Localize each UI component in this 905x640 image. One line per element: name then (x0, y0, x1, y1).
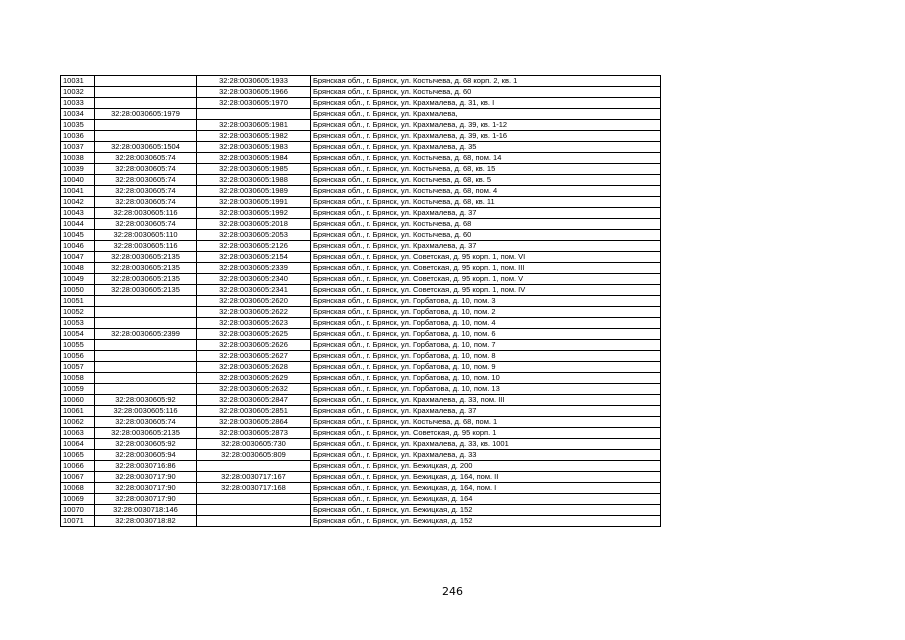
address-cell: Брянская обл., г. Брянск, ул. Костычева, д. 60 (311, 87, 661, 98)
address-cell: Брянская обл., г. Брянск, ул. Костычева, д. 68, пом. 14 (311, 153, 661, 164)
table-row (61, 285, 661, 296)
table-row (61, 109, 661, 120)
cadastral-number-cell: 32:28:0030605:1933 (197, 76, 311, 87)
cadastral-number-cell: 32:28:0030605:2625 (197, 329, 311, 340)
parent-cadastral-cell: 32:28:0030605:74 (95, 219, 197, 230)
row-number-cell: 10065 (61, 450, 95, 461)
address-cell: Брянская обл., г. Брянск, ул. Костычева, д. 68, пом. 4 (311, 186, 661, 197)
table-row (61, 461, 661, 472)
table-row (61, 197, 661, 208)
row-number-cell: 10047 (61, 252, 95, 263)
parent-cadastral-cell: 32:28:0030605:74 (95, 417, 197, 428)
table-row (61, 186, 661, 197)
row-number-cell: 10052 (61, 307, 95, 318)
cadastral-number-cell: 32:28:0030605:2622 (197, 307, 311, 318)
cadastral-number-cell: 32:28:0030605:2864 (197, 417, 311, 428)
row-number-cell: 10070 (61, 505, 95, 516)
parent-cadastral-cell (95, 384, 197, 395)
cadastral-number-cell: 32:28:0030605:1985 (197, 164, 311, 175)
page-number: 246 (442, 585, 463, 598)
table-row (61, 516, 661, 527)
cadastral-number-cell: 32:28:0030605:1982 (197, 131, 311, 142)
parent-cadastral-cell (95, 296, 197, 307)
address-cell: Брянская обл., г. Брянск, ул. Бежицкая, д. 152 (311, 505, 661, 516)
table-row (61, 362, 661, 373)
row-number-cell: 10054 (61, 329, 95, 340)
parent-cadastral-cell: 32:28:0030605:116 (95, 208, 197, 219)
address-cell: Брянская обл., г. Брянск, ул. Бежицкая, д. 164, пом. II (311, 472, 661, 483)
address-cell: Брянская обл., г. Брянск, ул. Бежицкая, д. 164 (311, 494, 661, 505)
address-cell: Брянская обл., г. Брянск, ул. Горбатова, д. 10, пом. 6 (311, 329, 661, 340)
cadastral-number-cell (197, 109, 311, 120)
address-cell: Брянская обл., г. Брянск, ул. Крахмалева, д. 37 (311, 241, 661, 252)
address-cell: Брянская обл., г. Брянск, ул. Бежицкая, д. 200 (311, 461, 661, 472)
parent-cadastral-cell: 32:28:0030716:86 (95, 461, 197, 472)
parent-cadastral-cell: 32:28:0030605:74 (95, 164, 197, 175)
cadastral-number-cell: 32:28:0030605:2851 (197, 406, 311, 417)
row-number-cell: 10068 (61, 483, 95, 494)
address-cell: Брянская обл., г. Брянск, ул. Крахмалева, д. 37 (311, 406, 661, 417)
row-number-cell: 10039 (61, 164, 95, 175)
parent-cadastral-cell: 32:28:0030717:90 (95, 494, 197, 505)
row-number-cell: 10051 (61, 296, 95, 307)
row-number-cell: 10032 (61, 87, 95, 98)
row-number-cell: 10056 (61, 351, 95, 362)
cadastral-number-cell: 32:28:0030605:2341 (197, 285, 311, 296)
address-cell: Брянская обл., г. Брянск, ул. Бежицкая, д. 152 (311, 516, 661, 527)
parent-cadastral-cell: 32:28:0030605:74 (95, 186, 197, 197)
cadastral-number-cell: 32:28:0030605:2053 (197, 230, 311, 241)
table-row (61, 472, 661, 483)
cadastral-number-cell: 32:28:0030605:2339 (197, 263, 311, 274)
cadastral-number-cell: 32:28:0030605:1970 (197, 98, 311, 109)
row-number-cell: 10040 (61, 175, 95, 186)
parent-cadastral-cell: 32:28:0030605:74 (95, 153, 197, 164)
row-number-cell: 10044 (61, 219, 95, 230)
cadastral-number-cell: 32:28:0030605:2628 (197, 362, 311, 373)
address-cell: Брянская обл., г. Брянск, ул. Горбатова, д. 10, пом. 8 (311, 351, 661, 362)
cadastral-number-cell: 32:28:0030605:2873 (197, 428, 311, 439)
address-cell: Брянская обл., г. Брянск, ул. Советская, д. 95 корп. 1, пом. VI (311, 252, 661, 263)
row-number-cell: 10066 (61, 461, 95, 472)
table-row (61, 296, 661, 307)
row-number-cell: 10058 (61, 373, 95, 384)
table-row (61, 329, 661, 340)
cadastral-number-cell: 32:28:0030717:168 (197, 483, 311, 494)
address-cell: Брянская обл., г. Брянск, ул. Советская, д. 95 корп. 1 (311, 428, 661, 439)
parent-cadastral-cell (95, 76, 197, 87)
row-number-cell: 10069 (61, 494, 95, 505)
address-cell: Брянская обл., г. Брянск, ул. Крахмалева, д. 33 (311, 450, 661, 461)
address-cell: Брянская обл., г. Брянск, ул. Костычева, д. 68 корп. 2, кв. 1 (311, 76, 661, 87)
table-row (61, 274, 661, 285)
parent-cadastral-cell (95, 362, 197, 373)
table-row (61, 98, 661, 109)
table-row (61, 87, 661, 98)
cadastral-number-cell (197, 494, 311, 505)
row-number-cell: 10034 (61, 109, 95, 120)
table-row (61, 164, 661, 175)
row-number-cell: 10046 (61, 241, 95, 252)
parent-cadastral-cell: 32:28:0030718:146 (95, 505, 197, 516)
table-row (61, 263, 661, 274)
table-row (61, 494, 661, 505)
parent-cadastral-cell (95, 131, 197, 142)
cadastral-number-cell: 32:28:0030717:167 (197, 472, 311, 483)
row-number-cell: 10043 (61, 208, 95, 219)
address-cell: Брянская обл., г. Брянск, ул. Крахмалева, д. 37 (311, 208, 661, 219)
parent-cadastral-cell (95, 373, 197, 384)
address-cell: Брянская обл., г. Брянск, ул. Горбатова, д. 10, пом. 10 (311, 373, 661, 384)
table-row (61, 131, 661, 142)
address-cell: Брянская обл., г. Брянск, ул. Крахмалева, д. 33, кв. 1001 (311, 439, 661, 450)
parent-cadastral-cell: 32:28:0030605:2135 (95, 285, 197, 296)
table-row (61, 373, 661, 384)
parent-cadastral-cell: 32:28:0030605:2399 (95, 329, 197, 340)
cadastral-number-cell: 32:28:0030605:1981 (197, 120, 311, 131)
cadastral-number-cell: 32:28:0030605:1983 (197, 142, 311, 153)
parent-cadastral-cell: 32:28:0030717:90 (95, 483, 197, 494)
parent-cadastral-cell (95, 307, 197, 318)
address-cell: Брянская обл., г. Брянск, ул. Горбатова, д. 10, пом. 3 (311, 296, 661, 307)
row-number-cell: 10048 (61, 263, 95, 274)
table-row (61, 428, 661, 439)
table-row (61, 450, 661, 461)
table-row (61, 384, 661, 395)
address-cell: Брянская обл., г. Брянск, ул. Костычева, д. 68, кв. 5 (311, 175, 661, 186)
address-cell: Брянская обл., г. Брянск, ул. Крахмалева, (311, 109, 661, 120)
parent-cadastral-cell: 32:28:0030605:74 (95, 175, 197, 186)
cadastral-number-cell: 32:28:0030605:730 (197, 439, 311, 450)
row-number-cell: 10031 (61, 76, 95, 87)
table-row (61, 208, 661, 219)
table-row (61, 120, 661, 131)
parent-cadastral-cell: 32:28:0030605:2135 (95, 274, 197, 285)
table-row (61, 406, 661, 417)
row-number-cell: 10037 (61, 142, 95, 153)
row-number-cell: 10062 (61, 417, 95, 428)
registry-table-body (61, 76, 661, 527)
address-cell: Брянская обл., г. Брянск, ул. Костычева, д. 68, пом. 1 (311, 417, 661, 428)
address-cell: Брянская обл., г. Брянск, ул. Крахмалева, д. 33, пом. III (311, 395, 661, 406)
cadastral-number-cell: 32:28:0030605:2847 (197, 395, 311, 406)
table-row (61, 307, 661, 318)
parent-cadastral-cell (95, 318, 197, 329)
row-number-cell: 10053 (61, 318, 95, 329)
row-number-cell: 10057 (61, 362, 95, 373)
address-cell: Брянская обл., г. Брянск, ул. Костычева, д. 68, кв. 15 (311, 164, 661, 175)
table-row (61, 252, 661, 263)
cadastral-number-cell: 32:28:0030605:1989 (197, 186, 311, 197)
cadastral-number-cell: 32:28:0030605:1988 (197, 175, 311, 186)
row-number-cell: 10060 (61, 395, 95, 406)
cadastral-number-cell: 32:28:0030605:2620 (197, 296, 311, 307)
row-number-cell: 10042 (61, 197, 95, 208)
table-row (61, 230, 661, 241)
cadastral-number-cell: 32:28:0030605:1966 (197, 87, 311, 98)
table-row (61, 142, 661, 153)
address-cell: Брянская обл., г. Брянск, ул. Горбатова, д. 10, пом. 4 (311, 318, 661, 329)
cadastral-number-cell: 32:28:0030605:2632 (197, 384, 311, 395)
address-cell: Брянская обл., г. Брянск, ул. Советская, д. 95 корп. 1, пом. V (311, 274, 661, 285)
cadastral-number-cell: 32:28:0030605:2623 (197, 318, 311, 329)
row-number-cell: 10045 (61, 230, 95, 241)
cadastral-number-cell: 32:28:0030605:2154 (197, 252, 311, 263)
row-number-cell: 10038 (61, 153, 95, 164)
row-number-cell: 10064 (61, 439, 95, 450)
address-cell: Брянская обл., г. Брянск, ул. Крахмалева, д. 39, кв. 1-12 (311, 120, 661, 131)
table-row (61, 241, 661, 252)
row-number-cell: 10059 (61, 384, 95, 395)
address-cell: Брянская обл., г. Брянск, ул. Крахмалева, д. 35 (311, 142, 661, 153)
address-cell: Брянская обл., г. Брянск, ул. Костычева, д. 68 (311, 219, 661, 230)
cadastral-number-cell: 32:28:0030605:2126 (197, 241, 311, 252)
row-number-cell: 10036 (61, 131, 95, 142)
row-number-cell: 10067 (61, 472, 95, 483)
table-row (61, 318, 661, 329)
parent-cadastral-cell (95, 120, 197, 131)
address-cell: Брянская обл., г. Брянск, ул. Горбатова, д. 10, пом. 13 (311, 384, 661, 395)
row-number-cell: 10041 (61, 186, 95, 197)
row-number-cell: 10035 (61, 120, 95, 131)
cadastral-number-cell: 32:28:0030605:1991 (197, 197, 311, 208)
parent-cadastral-cell (95, 351, 197, 362)
parent-cadastral-cell: 32:28:0030605:116 (95, 241, 197, 252)
parent-cadastral-cell: 32:28:0030605:2135 (95, 428, 197, 439)
table-row (61, 505, 661, 516)
row-number-cell: 10061 (61, 406, 95, 417)
address-cell: Брянская обл., г. Брянск, ул. Костычева, д. 68, кв. 11 (311, 197, 661, 208)
parent-cadastral-cell (95, 98, 197, 109)
cadastral-number-cell: 32:28:0030605:809 (197, 450, 311, 461)
cadastral-number-cell: 32:28:0030605:2018 (197, 219, 311, 230)
row-number-cell: 10071 (61, 516, 95, 527)
table-row (61, 76, 661, 87)
table-row (61, 395, 661, 406)
row-number-cell: 10033 (61, 98, 95, 109)
address-cell: Брянская обл., г. Брянск, ул. Советская, д. 95 корп. 1, пом. III (311, 263, 661, 274)
cadastral-number-cell (197, 516, 311, 527)
cadastral-number-cell: 32:28:0030605:2629 (197, 373, 311, 384)
address-cell: Брянская обл., г. Брянск, ул. Горбатова, д. 10, пом. 2 (311, 307, 661, 318)
parent-cadastral-cell: 32:28:0030605:116 (95, 406, 197, 417)
row-number-cell: 10050 (61, 285, 95, 296)
table-row (61, 351, 661, 362)
row-number-cell: 10049 (61, 274, 95, 285)
address-cell: Брянская обл., г. Брянск, ул. Крахмалева, д. 39, кв. 1-16 (311, 131, 661, 142)
parent-cadastral-cell: 32:28:0030717:90 (95, 472, 197, 483)
parent-cadastral-cell (95, 87, 197, 98)
parent-cadastral-cell: 32:28:0030605:1979 (95, 109, 197, 120)
parent-cadastral-cell: 32:28:0030605:92 (95, 439, 197, 450)
table-row (61, 153, 661, 164)
cadastral-number-cell: 32:28:0030605:2340 (197, 274, 311, 285)
address-cell: Брянская обл., г. Брянск, ул. Горбатова, д. 10, пом. 7 (311, 340, 661, 351)
parent-cadastral-cell: 32:28:0030605:110 (95, 230, 197, 241)
cadastral-number-cell: 32:28:0030605:2626 (197, 340, 311, 351)
cadastral-number-cell (197, 461, 311, 472)
parent-cadastral-cell: 32:28:0030605:74 (95, 197, 197, 208)
table-row (61, 175, 661, 186)
cadastral-number-cell: 32:28:0030605:1984 (197, 153, 311, 164)
cadastral-number-cell: 32:28:0030605:1992 (197, 208, 311, 219)
table-row (61, 219, 661, 230)
row-number-cell: 10063 (61, 428, 95, 439)
address-cell: Брянская обл., г. Брянск, ул. Советская, д. 95 корп. 1, пом. IV (311, 285, 661, 296)
row-number-cell: 10055 (61, 340, 95, 351)
address-cell: Брянская обл., г. Брянск, ул. Костычева, д. 60 (311, 230, 661, 241)
parent-cadastral-cell: 32:28:0030718:82 (95, 516, 197, 527)
table-row (61, 417, 661, 428)
parent-cadastral-cell (95, 340, 197, 351)
parent-cadastral-cell: 32:28:0030605:2135 (95, 263, 197, 274)
address-cell: Брянская обл., г. Брянск, ул. Горбатова, д. 10, пом. 9 (311, 362, 661, 373)
parent-cadastral-cell: 32:28:0030605:2135 (95, 252, 197, 263)
parent-cadastral-cell: 32:28:0030605:1504 (95, 142, 197, 153)
cadastral-number-cell (197, 505, 311, 516)
address-cell: Брянская обл., г. Брянск, ул. Бежицкая, д. 164, пом. I (311, 483, 661, 494)
parent-cadastral-cell: 32:28:0030605:92 (95, 395, 197, 406)
table-row (61, 439, 661, 450)
address-cell: Брянская обл., г. Брянск, ул. Крахмалева, д. 31, кв. I (311, 98, 661, 109)
parent-cadastral-cell: 32:28:0030605:94 (95, 450, 197, 461)
table-row (61, 483, 661, 494)
table-row (61, 340, 661, 351)
cadastral-number-cell: 32:28:0030605:2627 (197, 351, 311, 362)
registry-table (60, 75, 661, 527)
